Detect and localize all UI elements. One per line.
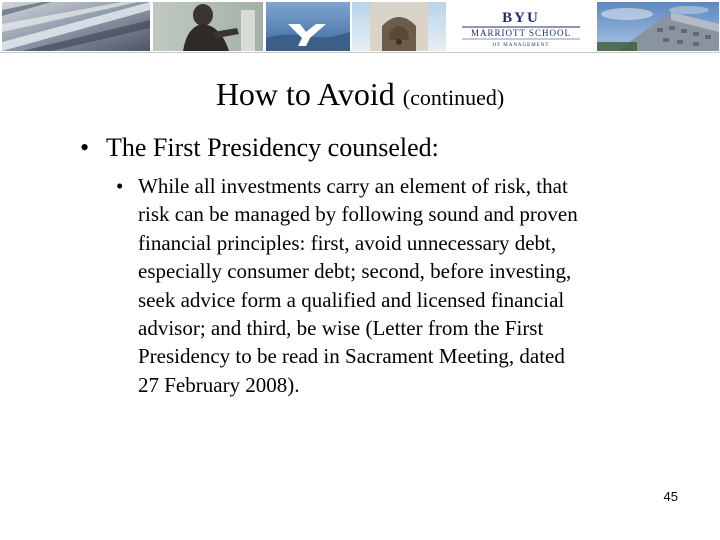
- header-banner: [0, 0, 720, 54]
- paragraph-line: Presidency to be read in Sacrament Meeting, dated: [138, 344, 565, 369]
- banner-divider: [0, 52, 720, 53]
- bullet-paragraph: [138, 172, 658, 399]
- page-number: 45: [663, 489, 678, 504]
- logo-wordmark: BYU: [502, 10, 540, 26]
- logo-subtitle-1: MARRIOTT SCHOOL: [470, 28, 572, 38]
- title-main: How to Avoid: [215, 76, 395, 112]
- logo-subtitle-2: OF MANAGEMENT: [492, 43, 550, 48]
- bullet-marker: •: [116, 174, 124, 198]
- slide-title: [0, 74, 720, 118]
- paragraph-line: risk can be managed by following sound and proven: [138, 202, 578, 227]
- paragraph-line: While all investments carry an element of risk, that: [138, 174, 568, 198]
- architecture-photo: [2, 2, 150, 51]
- bullet-text: The First Presidency counseled:: [106, 133, 439, 162]
- bullet-marker: •: [80, 133, 90, 162]
- paragraph-line: especially consumer debt; second, before investing,: [138, 259, 572, 284]
- bell-tower-photo: [352, 2, 446, 51]
- paragraph-line: 27 February 2008).: [138, 372, 300, 397]
- y-logo-photo: [266, 2, 350, 51]
- paragraph-line: financial principles: first, avoid unnecessary debt,: [138, 230, 557, 255]
- paragraph-line: seek advice form a qualified and licensed financial: [138, 287, 565, 312]
- paragraph-line: advisor; and third, be wise (Letter from the First: [138, 316, 544, 341]
- building-photo: [597, 2, 719, 51]
- title-sub: (continued): [402, 85, 505, 110]
- statue-photo: [153, 2, 263, 51]
- byu-marriott-logo: [448, 2, 594, 51]
